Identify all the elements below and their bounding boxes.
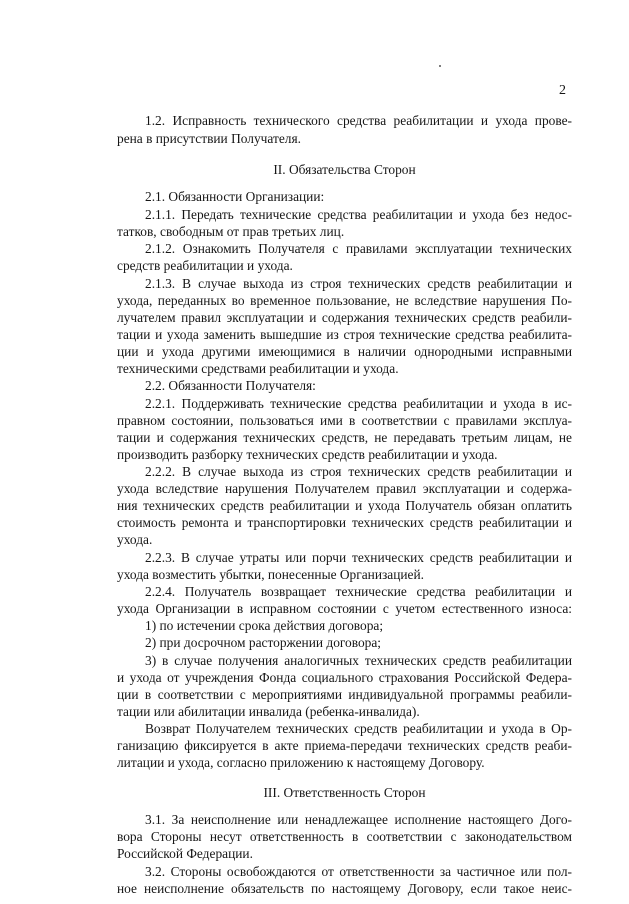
text-line: ухода возместить убытки, понесенные Организацией. — [117, 567, 425, 582]
text-line: ганизацию фиксируется в акте приема-передачи технических средств реаби- — [117, 738, 572, 753]
text-line: Возврат Получателем технических средств реабилитации и ухода в Ор- — [145, 721, 572, 736]
text-line: 2.2. Обязанности Получателя: — [145, 378, 316, 393]
section-heading: III. Ответственность Сторон — [263, 785, 426, 800]
text-line: ухода вследствие нарушения Получателем правил эксплуатации и содержа- — [117, 481, 572, 496]
text-line: 2.2.1. Поддерживать технические средства реабилитации и ухода в ис- — [145, 396, 572, 411]
text-line: техническими средствами реабилитации и ухода. — [117, 361, 399, 376]
text-line: рена в присутствии Получателя. — [117, 131, 301, 146]
text-line: 1.2. Исправность технического средства реабилитации и ухода прове- — [145, 113, 572, 128]
text-line: средств реабилитации и ухода. — [117, 258, 293, 273]
text-line: Российской Федерации. — [117, 846, 253, 861]
text-line: производить разборку технических средств реабилитации и ухода. — [117, 447, 498, 462]
text-line: 2.2.3. В случае утраты или порчи технических средств реабилитации и — [145, 550, 572, 565]
text-line: 2.2.2. В случае выхода из строя технических средств реабилитации и — [145, 464, 572, 479]
text-line: вора Стороны несут ответственность в соответствии с законодательством — [117, 829, 572, 844]
text-line: ухода Организации в исправном состоянии с учетом естественного износа: — [117, 601, 572, 616]
text-line: 3) в случае получения аналогичных технических средств реабилитации — [145, 653, 572, 668]
text-line: ухода, переданных во временное пользование, не вследствие нарушения По- — [117, 293, 572, 308]
section-heading: II. Обязательства Сторон — [273, 162, 416, 177]
text-line: 3.2. Стороны освобождаются от ответственности за частичное или пол- — [145, 864, 572, 879]
text-line: ухода. — [117, 532, 153, 547]
text-line: стоимость ремонта и транспортировки технических средств реабилитации и — [117, 515, 572, 530]
text-line: 2.1. Обязанности Организации: — [145, 189, 325, 204]
text-line: ции и ухода другими имеющимися в наличии однородными исправными — [117, 344, 572, 359]
text-line: татков, свободным от прав третьих лиц. — [117, 224, 345, 239]
text-line: правном состоянии, пользоваться ими в соответствии с правилами эксплуа- — [117, 413, 572, 428]
text-line: 2.1.1. Передать технические средства реабилитации и ухода без недос- — [145, 207, 572, 222]
text-line: 2.2.4. Получатель возвращает технические средства реабилитации и — [145, 584, 572, 599]
text-line: ное неисполнение обязательств по настоящему Договору, если такое неис- — [117, 881, 572, 896]
text-line: тации и ухода заменить вышедшие из строя технические средства реабилита- — [117, 327, 572, 342]
text-line: 3.1. За неисполнение или ненадлежащее исполнение настоящего Дого- — [145, 812, 572, 827]
text-line: ния технических средств реабилитации и ухода Получатель обязан оплатить — [117, 498, 572, 513]
text-line: 1) по истечении срока действия договора; — [145, 618, 384, 633]
scan-speck — [439, 65, 441, 67]
text-line: 2.1.2. Ознакомить Получателя с правилами эксплуатации технических — [145, 241, 572, 256]
text-line: и ухода от учреждения Фонда социального страхования Российской Федера- — [117, 670, 572, 685]
text-line: тации и содержания технических средств, не передавать третьим лицам, не — [117, 430, 572, 445]
text-line: литации и ухода, согласно приложению к настоящему Договору. — [117, 755, 485, 770]
page-number: 2 — [559, 83, 566, 98]
text-line: ции в соответствии с мероприятиями индивидуальной программы реабили- — [117, 687, 572, 702]
text-line: тации или абилитации инвалида (ребенка-инвалида). — [117, 704, 420, 719]
text-line: лучателем правил эксплуатации и содержания технических средств реабили- — [117, 310, 572, 325]
text-line: 2) при досрочном расторжении договора; — [145, 635, 382, 650]
text-line: 2.1.3. В случае выхода из строя технических средств реабилитации и — [145, 276, 572, 291]
